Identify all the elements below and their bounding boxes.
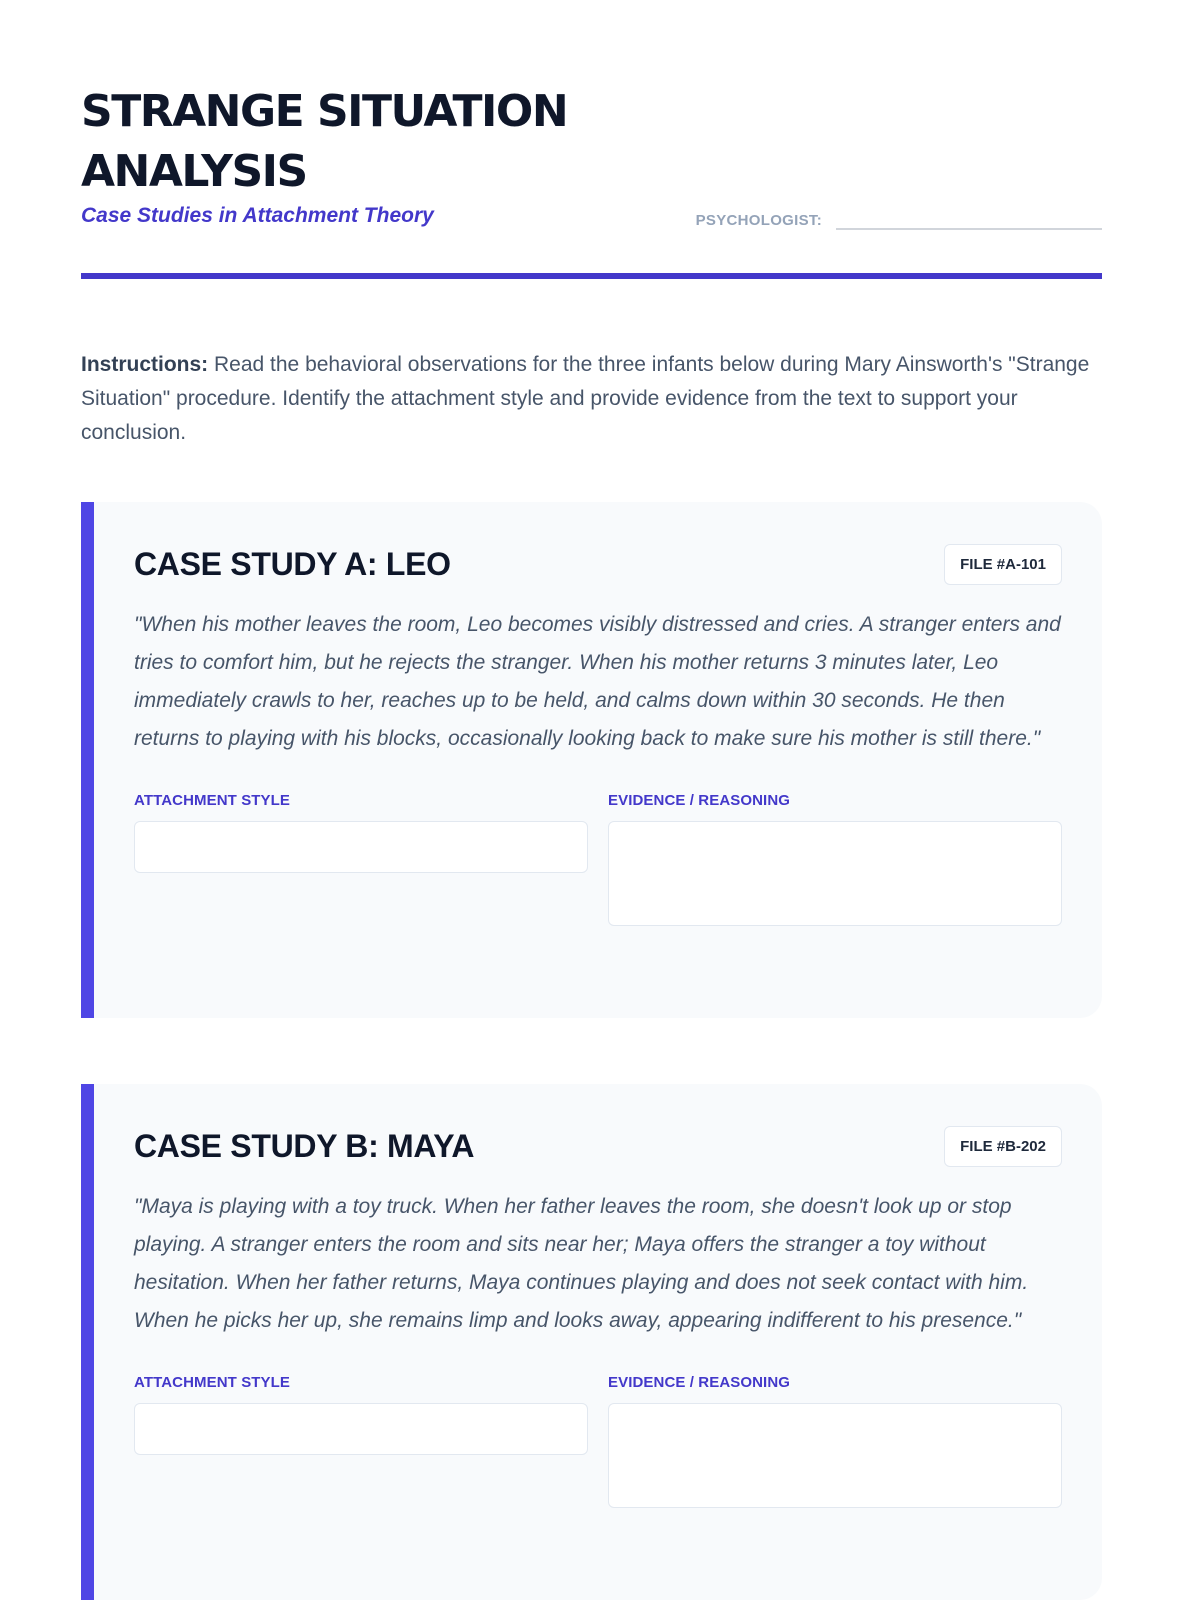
psychologist-field (696, 206, 1102, 230)
attachment-style-label: ATTACHMENT STYLE (134, 792, 291, 809)
title-line-1: STRANGE SITUATION (81, 86, 568, 137)
instructions-text: Read the behavioral observations for the three infants below during Mary Ainsworth's "Strange Situation" procedure. Identify the attachment style and provide evidence from the text to support your conclusion. (81, 353, 1090, 444)
answer-fields (134, 792, 1062, 926)
case-observation: "When his mother leaves the room, Leo becomes visibly distressed and cries. A stranger enters and tries to comfort him, but he rejects the stranger. When his mother returns 3 minutes later, Leo immediately crawls to her, reaches up to be held, and calms down within 30 seconds. He then returns to playing with his blocks, occasionally looking back to make sure his mother is still there." (134, 613, 1061, 750)
evidence-label: EVIDENCE / REASONING (608, 1374, 791, 1391)
case-header (134, 540, 1062, 588)
attachment-style-label: ATTACHMENT STYLE (134, 1374, 291, 1391)
file-badge: FILE #A-101 (944, 544, 1062, 585)
attachment-style-input[interactable] (134, 1403, 588, 1455)
case-header (134, 1122, 1062, 1170)
header-divider (81, 273, 1102, 279)
instructions (81, 348, 1102, 450)
evidence-field (608, 1374, 1062, 1508)
evidence-input[interactable] (608, 1403, 1062, 1508)
evidence-input[interactable] (608, 821, 1062, 926)
case-study-card-a (81, 502, 1102, 1018)
worksheet-header (81, 82, 1102, 282)
psychologist-label: PSYCHOLOGIST: (695, 212, 822, 229)
page-subtitle: Case Studies in Attachment Theory (81, 204, 434, 227)
case-observation: "Maya is playing with a toy truck. When her father leaves the room, she doesn't look up or stop playing. A stranger enters the room and sits near her; Maya offers the stranger a toy without hesitation. When her father returns, Maya continues playing and does not seek contact with him. When he picks her up, she remains limp and looks away, appearing indifferent to his presence." (134, 1195, 1029, 1332)
page-title (81, 82, 641, 202)
evidence-field (608, 792, 1062, 926)
case-title: CASE STUDY A: LEO (134, 545, 451, 582)
answer-fields (134, 1374, 1062, 1508)
attachment-style-field (134, 792, 588, 926)
case-title: CASE STUDY B: MAYA (134, 1127, 475, 1164)
attachment-style-field (134, 1374, 588, 1508)
file-badge: FILE #B-202 (944, 1126, 1062, 1167)
attachment-style-input[interactable] (134, 821, 588, 873)
title-line-2: ANALYSIS (81, 146, 307, 197)
psychologist-input[interactable] (836, 206, 1102, 230)
case-study-card-b (81, 1084, 1102, 1600)
instructions-lead: Instructions: (81, 353, 209, 376)
evidence-label: EVIDENCE / REASONING (608, 792, 791, 809)
